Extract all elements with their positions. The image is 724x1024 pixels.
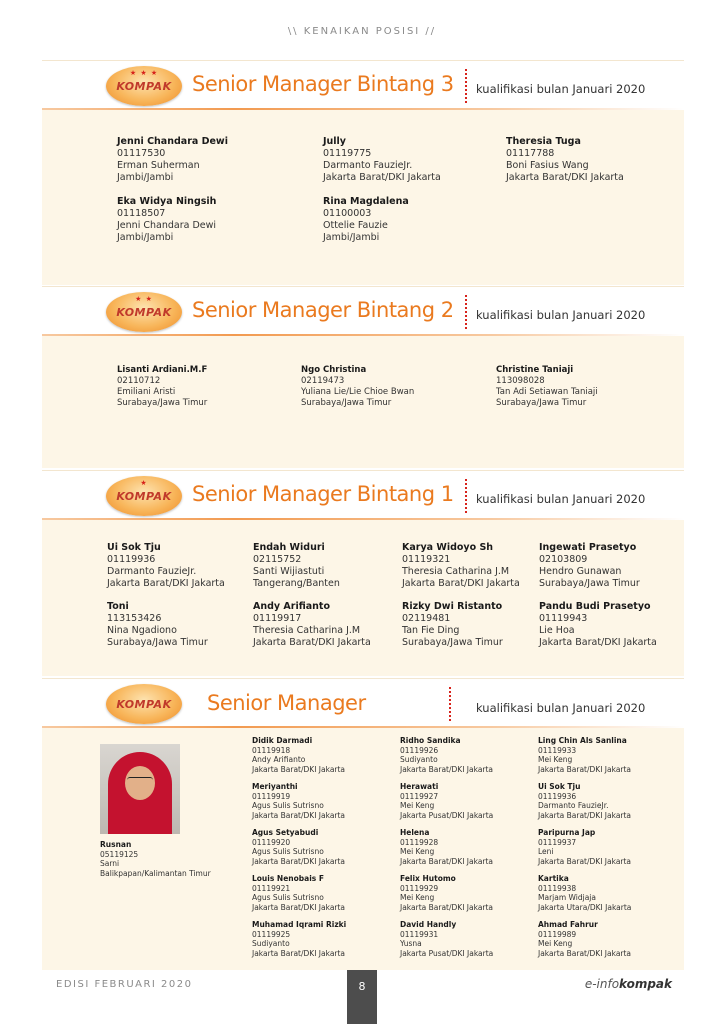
kompak-logo (106, 66, 182, 106)
section-bintang-2 (42, 286, 684, 468)
section-panel (42, 520, 684, 676)
logo-text: KOMPAK (116, 306, 172, 319)
section-title: Senior Manager Bintang 3 (192, 72, 454, 96)
member-entry: Helena 01119928 Mei Keng Jakarta Barat/DKI Jakarta (400, 828, 494, 866)
logo-text: KOMPAK (116, 80, 172, 93)
kompak-logo (106, 476, 182, 516)
section-panel (42, 728, 684, 970)
member-entry: Muhamad Iqrami Rizki 01119925 Sudiyanto Jakarta Barat/DKI Jakarta (252, 920, 347, 958)
member-entry: Jully 01119775 Darmanto FauzieJr. Jakarta Barat/DKI Jakarta (323, 136, 441, 183)
member-photo (100, 744, 180, 834)
member-entry: Rina Magdalena 01100003 Ottelie Fauzie Jambi/Jambi (323, 196, 409, 243)
member-entry: Paripurna Jap 01119937 Leni Jakarta Barat/DKI Jakarta (538, 828, 632, 866)
member-entry: Ling Chin Als Sanlina 01119933 Mei Keng Jakarta Barat/DKI Jakarta (538, 736, 632, 774)
member-entry: Ingewati Prasetyo 02103809 Hendro Gunawan Surabaya/Jawa Timur (539, 542, 640, 589)
kompak-logo (106, 292, 182, 332)
qualification-text: kualifikasi bulan Januari 2020 (476, 308, 646, 322)
dotted-divider (449, 687, 451, 721)
member-entry: Toni 113153426 Nina Ngadiono Surabaya/Jawa Timur (107, 601, 208, 648)
logo-stars: ★ ★ ★ (129, 69, 159, 77)
member-entry: Christine Taniaji 113098028 Tan Adi Setiawan Taniaji Surabaya/Jawa Timur (496, 365, 598, 408)
section-band (42, 470, 684, 520)
member-entry: Ui Sok Tju 01119936 Darmanto FauzieJr. Jakarta Barat/DKI Jakarta (538, 782, 632, 820)
qualification-text: kualifikasi bulan Januari 2020 (476, 82, 646, 96)
logo-stars: ★ (140, 479, 148, 487)
member-entry: Didik Darmadi 01119918 Andy Arifianto Jakarta Barat/DKI Jakarta (252, 736, 346, 774)
member-entry: Herawati 01119927 Mei Keng Jakarta Pusat/DKI Jakarta (400, 782, 494, 820)
section-band (42, 60, 684, 110)
section-title: Senior Manager (207, 691, 366, 715)
member-entry: Ahmad Fahrur 01119989 Mei Keng Jakarta Barat/DKI Jakarta (538, 920, 632, 958)
member-entry: Endah Widuri 02115752 Santi Wijiastuti Tangerang/Banten (253, 542, 340, 589)
kompak-logo (106, 684, 182, 724)
section-title: Senior Manager Bintang 1 (192, 482, 454, 506)
section-bintang-1 (42, 470, 684, 676)
section-title: Senior Manager Bintang 2 (192, 298, 454, 322)
brand-name: kompak (619, 977, 672, 991)
member-entry: Kartika 01119938 Marjam Widjaja Jakarta Utara/DKI Jakarta (538, 874, 632, 912)
brand-wordmark (585, 977, 672, 991)
member-entry: Lisanti Ardiani.M.F 02110712 Emiliani Aristi Surabaya/Jawa Timur (117, 365, 208, 408)
member-entry: Ridho Sandika 01119926 Sudiyanto Jakarta Barat/DKI Jakarta (400, 736, 494, 774)
page-header-label: \\ KENAIKAN POSISI // (287, 26, 437, 37)
member-entry: Meriyanthi 01119919 Agus Sulis Sutrisno Jakarta Barat/DKI Jakarta (252, 782, 346, 820)
member-entry: Felix Hutomo 01119929 Mei Keng Jakarta Barat/DKI Jakarta (400, 874, 494, 912)
logo-text: KOMPAK (116, 698, 172, 711)
member-entry: Pandu Budi Prasetyo 01119943 Lie Hoa Jakarta Barat/DKI Jakarta (539, 601, 657, 648)
dotted-divider (465, 295, 467, 329)
featured-member-entry: Rusnan 05119125 Sarni Balikpapan/Kalimantan Timur (100, 840, 211, 878)
member-entry: Rizky Dwi Ristanto 02119481 Tan Fie Ding Surabaya/Jawa Timur (402, 601, 503, 648)
member-entry: Agus Setyabudi 01119920 Agus Sulis Sutrisno Jakarta Barat/DKI Jakarta (252, 828, 346, 866)
section-panel (42, 110, 684, 285)
dotted-divider (465, 69, 467, 103)
section-senior-manager (42, 678, 684, 970)
logo-stars: ★ ★ (135, 295, 153, 303)
member-entry: Theresia Tuga 01117788 Boni Fasius Wang Jakarta Barat/DKI Jakarta (506, 136, 624, 183)
logo-text: KOMPAK (116, 490, 172, 503)
page-number: 8 (347, 970, 377, 1024)
member-entry: Karya Widoyo Sh 01119321 Theresia Catharina J.M Jakarta Barat/DKI Jakarta (402, 542, 520, 589)
section-band (42, 678, 684, 728)
qualification-text: kualifikasi bulan Januari 2020 (476, 492, 646, 506)
member-entry: Louis Nenobais F 01119921 Agus Sulis Sutrisno Jakarta Barat/DKI Jakarta (252, 874, 346, 912)
member-entry: Ngo Christina 02119473 Yuliana Lie/Lie Chioe Bwan Surabaya/Jawa Timur (301, 365, 415, 408)
brand-prefix: e-info (584, 977, 620, 991)
edition-label: EDISI FEBRUARI 2020 (56, 979, 193, 990)
section-bintang-3 (42, 60, 684, 285)
section-panel (42, 336, 684, 468)
section-band (42, 286, 684, 336)
member-entry: Jenni Chandara Dewi 01117530 Erman Suherman Jambi/Jambi (117, 136, 228, 183)
member-entry: David Handly 01119931 Yusna Jakarta Pusat/DKI Jakarta (400, 920, 494, 958)
member-entry: Ui Sok Tju 01119936 Darmanto FauzieJr. Jakarta Barat/DKI Jakarta (107, 542, 225, 589)
dotted-divider (465, 479, 467, 513)
member-entry: Andy Arifianto 01119917 Theresia Catharina J.M Jakarta Barat/DKI Jakarta (253, 601, 371, 648)
qualification-text: kualifikasi bulan Januari 2020 (476, 701, 646, 715)
member-entry: Eka Widya Ningsih 01118507 Jenni Chandara Dewi Jambi/Jambi (117, 196, 217, 243)
